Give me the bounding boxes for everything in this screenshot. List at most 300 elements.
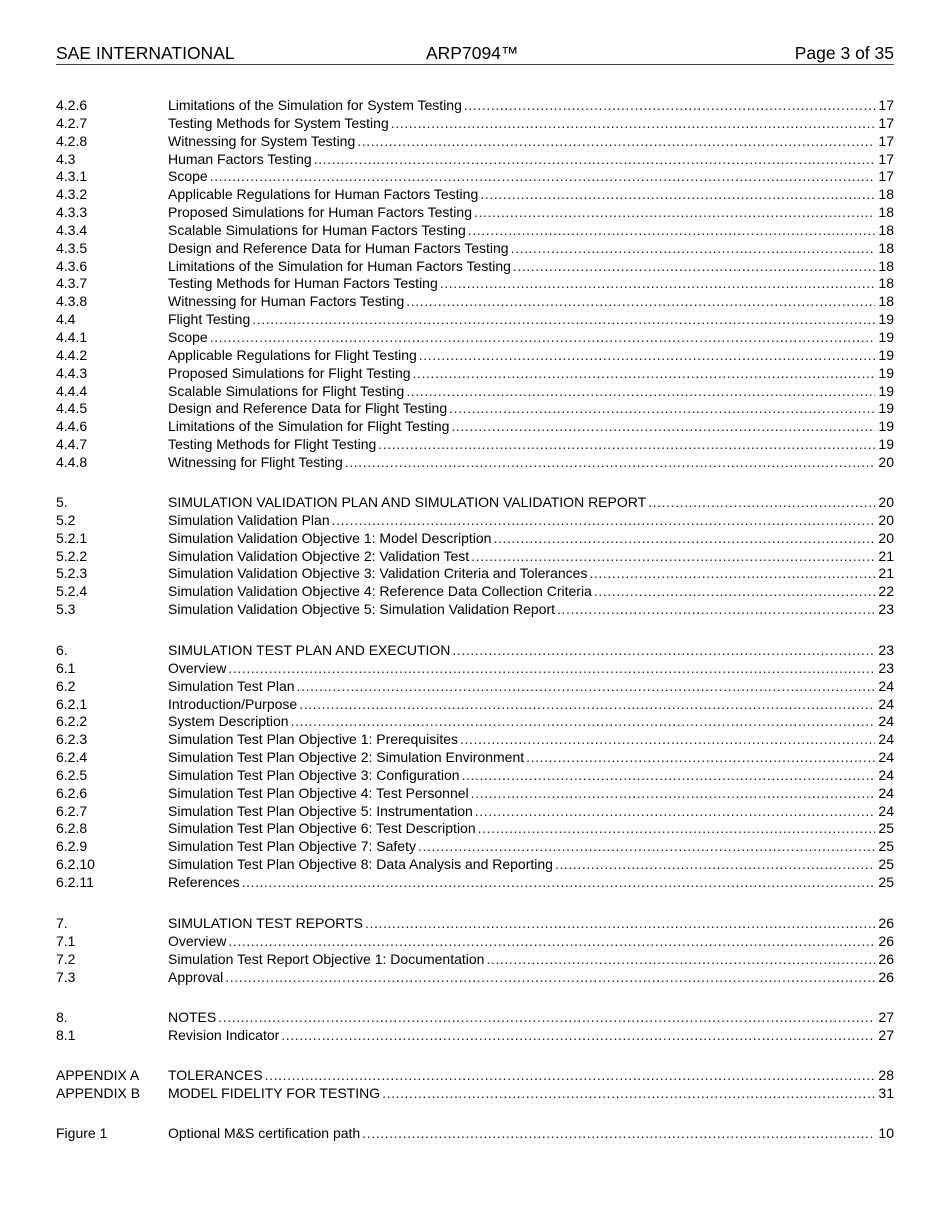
section-title[interactable]: Flight Testing: [168, 311, 251, 328]
section-number: 7.: [56, 915, 68, 931]
page-number: 22: [878, 583, 894, 600]
section-number: 4.3.1: [56, 168, 88, 185]
section-title[interactable]: Applicable Regulations for Human Factors Testing: [168, 186, 479, 203]
section-title[interactable]: Scope: [168, 328, 208, 345]
section-title[interactable]: Testing Methods for Human Factors Testing: [168, 275, 438, 292]
toc-entry[interactable]: [56, 874, 894, 892]
toc-entry[interactable]: [56, 418, 894, 436]
section-number: 4.4.6: [56, 418, 88, 435]
toc-entry-body: [168, 803, 894, 821]
section-number: 4.4.1: [56, 328, 88, 345]
toc-entry-body: [168, 915, 894, 933]
toc-entry-body: [168, 951, 894, 969]
section-number: 4.4.5: [56, 400, 88, 417]
toc-entry[interactable]: [56, 969, 894, 987]
page-number: 18: [878, 257, 894, 274]
section-number: 5.2.4: [56, 583, 88, 600]
section-number: 4.3.4: [56, 221, 88, 238]
toc-entry-body: [168, 820, 894, 838]
dot-leader: [468, 222, 876, 240]
page-number: 23: [878, 642, 894, 658]
toc-entry-body: [168, 168, 894, 186]
toc-entry[interactable]: [56, 454, 894, 472]
toc-entry-body: [168, 494, 894, 512]
section-title[interactable]: Proposed Simulations for Flight Testing: [168, 364, 411, 381]
section-title[interactable]: Simulation Test Plan Objective 2: Simulation Environment: [168, 749, 525, 766]
section-number: 6.2.2: [56, 713, 88, 730]
section-title[interactable]: Simulation Test Plan Objective 1: Prerequisites: [168, 731, 458, 748]
section-title[interactable]: Simulation Test Plan Objective 8: Data Analysis and Reporting: [168, 856, 553, 873]
page-number: 18: [878, 221, 894, 238]
section-title[interactable]: Simulation Test Plan Objective 3: Configuration: [168, 766, 460, 783]
toc-entry[interactable]: [56, 749, 894, 767]
toc-entry[interactable]: [56, 204, 894, 222]
toc-entry[interactable]: [56, 565, 894, 583]
dot-leader: [332, 512, 876, 530]
page-number: 26: [878, 932, 894, 949]
toc-entry-body: [168, 204, 894, 222]
section-number: 6.2: [56, 677, 76, 694]
section-number: 6.2.7: [56, 802, 88, 819]
dot-leader: [210, 168, 876, 186]
toc-entry-body: [168, 530, 894, 548]
toc-entry[interactable]: [56, 258, 894, 276]
toc-entry[interactable]: [56, 275, 894, 293]
toc-entry[interactable]: [56, 293, 894, 311]
section-number: 5.: [56, 494, 68, 510]
section-number: 7.1: [56, 932, 76, 949]
toc-entry[interactable]: [56, 151, 894, 169]
toc-entry[interactable]: [56, 820, 894, 838]
document-id: ARP7094™: [426, 43, 519, 63]
publisher-name: SAE INTERNATIONAL: [56, 43, 235, 63]
toc-entry[interactable]: [56, 494, 894, 512]
section-number: 4.4.7: [56, 436, 88, 453]
section-title[interactable]: SIMULATION TEST REPORTS: [168, 915, 364, 931]
page-number: 24: [878, 766, 894, 783]
toc-entry-body: [168, 785, 894, 803]
section-title[interactable]: SIMULATION TEST PLAN AND EXECUTION: [168, 642, 451, 658]
dot-leader: [382, 1085, 875, 1103]
toc-entry-body: [168, 713, 894, 731]
toc-entry-body: [168, 731, 894, 749]
section-number: 6.2.3: [56, 731, 88, 748]
section-number: 4.2.8: [56, 132, 88, 149]
section-number: 6.2.10: [56, 856, 95, 873]
dot-leader: [345, 454, 876, 472]
toc-entry-body: [168, 293, 894, 311]
page-number: 19: [878, 311, 894, 328]
dot-leader: [228, 660, 875, 678]
toc-entry-body: [168, 97, 894, 115]
toc-entry-body: [168, 642, 894, 660]
section-number: APPENDIX A: [56, 1067, 140, 1083]
toc-entry[interactable]: [56, 838, 894, 856]
page-number: 19: [878, 328, 894, 345]
page-number: 18: [878, 293, 894, 310]
page-number: 18: [878, 204, 894, 221]
page-number: 10: [878, 1125, 894, 1141]
section-number: 6.2.9: [56, 838, 88, 855]
toc-entry[interactable]: [56, 642, 894, 660]
section-title[interactable]: Witnessing for Human Factors Testing: [168, 293, 405, 310]
dot-leader: [555, 856, 875, 874]
toc-entry[interactable]: [56, 329, 894, 347]
page-number: 31: [878, 1084, 894, 1101]
toc-entry-body: [168, 151, 894, 169]
page-number: 27: [878, 1009, 894, 1025]
toc-entry[interactable]: [56, 365, 894, 383]
toc-entry-body: [168, 454, 894, 472]
toc-entry-body: [168, 1027, 894, 1045]
dot-leader: [365, 915, 875, 933]
toc-entry[interactable]: [56, 767, 894, 785]
page-number: 24: [878, 695, 894, 712]
section-title[interactable]: Scalable Simulations for Flight Testing: [168, 382, 405, 399]
toc-entry-body: [168, 258, 894, 276]
section-number: APPENDIX B: [56, 1084, 141, 1101]
toc-entry[interactable]: [56, 548, 894, 566]
section-title[interactable]: Simulation Validation Objective 2: Validation Test: [168, 547, 470, 564]
toc-entry[interactable]: [56, 601, 894, 619]
dot-leader: [378, 436, 875, 454]
section-number: 6.1: [56, 659, 76, 676]
page-indicator: Page 3 of 35: [794, 43, 894, 63]
section-number: 4.4.4: [56, 382, 88, 399]
section-title[interactable]: Simulation Test Plan Objective 6: Test Description: [168, 820, 476, 837]
dot-leader: [242, 874, 876, 892]
section-title[interactable]: Simulation Test Plan: [168, 677, 295, 694]
section-title[interactable]: Design and Reference Data for Human Factors Testing: [168, 239, 509, 256]
dot-leader: [452, 642, 875, 660]
page-number: 21: [878, 565, 894, 582]
dot-leader: [460, 731, 875, 749]
toc-entry-body: [168, 678, 894, 696]
toc-entry-body: [168, 583, 894, 601]
toc-entry-body: [168, 1067, 894, 1085]
toc-entry[interactable]: [56, 1125, 894, 1143]
toc-entry[interactable]: [56, 311, 894, 329]
toc-entry-body: [168, 115, 894, 133]
section-title[interactable]: Simulation Test Report Objective 1: Documentation: [168, 950, 485, 967]
section-number: 4.4.2: [56, 346, 88, 363]
section-number: 5.2: [56, 511, 76, 528]
section-number: 6.: [56, 642, 68, 658]
toc-entry[interactable]: [56, 512, 894, 530]
page-number: 26: [878, 950, 894, 967]
toc-entry-body: [168, 1125, 894, 1143]
toc-group: [56, 1009, 894, 1045]
section-number: 6.2.11: [56, 873, 94, 890]
section-number: 4.3.8: [56, 293, 88, 310]
toc-entry[interactable]: [56, 933, 894, 951]
section-number: 7.2: [56, 950, 76, 967]
page-number: 26: [878, 915, 894, 931]
page-number: 27: [878, 1026, 894, 1043]
toc-entry-body: [168, 1009, 894, 1027]
dot-leader: [265, 1067, 876, 1085]
dot-leader: [413, 365, 876, 383]
dot-leader: [594, 583, 876, 601]
toc-entry[interactable]: [56, 97, 894, 115]
page-number: 18: [878, 239, 894, 256]
toc-entry[interactable]: [56, 713, 894, 731]
section-number: 4.2.7: [56, 114, 88, 131]
toc-entry-body: [168, 400, 894, 418]
dot-leader: [314, 151, 876, 169]
section-title[interactable]: Simulation Test Plan Objective 5: Instrumentation: [168, 802, 473, 819]
toc-entry[interactable]: [56, 915, 894, 933]
toc-entry-body: [168, 133, 894, 151]
page-number: 24: [878, 677, 894, 694]
dot-leader: [418, 838, 875, 856]
toc-entry[interactable]: [56, 731, 894, 749]
section-title[interactable]: Simulation Validation Objective 4: Reference Data Collection Criteria: [168, 583, 592, 600]
toc-entry[interactable]: [56, 785, 894, 803]
page-number: 17: [878, 132, 894, 149]
page-number: 25: [878, 856, 894, 873]
toc-entry-body: [168, 275, 894, 293]
page-number: 17: [878, 150, 894, 167]
section-title[interactable]: MODEL FIDELITY FOR TESTING: [168, 1084, 381, 1101]
page-number: 20: [878, 453, 894, 470]
dot-leader: [362, 1125, 875, 1143]
toc-entry[interactable]: [56, 1085, 894, 1103]
toc-entry-body: [168, 856, 894, 874]
toc-entry-body: [168, 838, 894, 856]
toc-entry[interactable]: [56, 856, 894, 874]
section-title[interactable]: Optional M&S certification path: [168, 1125, 361, 1141]
section-title[interactable]: Applicable Regulations for Flight Testing: [168, 346, 417, 363]
toc-group: [56, 494, 894, 619]
dot-leader: [252, 311, 875, 329]
section-number: 4.4.8: [56, 453, 88, 470]
toc-entry-body: [168, 933, 894, 951]
section-number: 8.1: [56, 1026, 76, 1043]
section-title[interactable]: Revision Indicator: [168, 1026, 280, 1043]
dot-leader: [391, 115, 876, 133]
page-number: 24: [878, 713, 894, 730]
dot-leader: [449, 400, 875, 418]
dot-leader: [291, 713, 876, 731]
section-title[interactable]: Simulation Validation Objective 5: Simulation Validation Report: [168, 601, 556, 618]
toc-entry-body: [168, 969, 894, 987]
dot-leader: [406, 383, 875, 401]
page-number: 19: [878, 436, 894, 453]
page-number: 19: [878, 400, 894, 417]
dot-leader: [471, 548, 875, 566]
dot-leader: [228, 933, 875, 951]
dot-leader: [486, 951, 875, 969]
dot-leader: [210, 329, 876, 347]
toc-entry-body: [168, 240, 894, 258]
toc-entry[interactable]: [56, 951, 894, 969]
page-number: 18: [878, 275, 894, 292]
section-number: 8.: [56, 1009, 68, 1025]
page-number: 19: [878, 346, 894, 363]
toc-group: [56, 1125, 894, 1143]
toc-entry[interactable]: [56, 240, 894, 258]
page-number: 20: [878, 494, 894, 510]
toc-entry-body: [168, 874, 894, 892]
section-title[interactable]: References: [168, 873, 240, 890]
dot-leader: [475, 803, 876, 821]
toc-entry[interactable]: [56, 222, 894, 240]
page-header: [56, 42, 894, 65]
toc-entry-body: [168, 660, 894, 678]
dot-leader: [511, 240, 876, 258]
section-title[interactable]: Scope: [168, 168, 208, 185]
dot-leader: [281, 1027, 875, 1045]
dot-leader: [464, 97, 876, 115]
page-number: 23: [878, 659, 894, 676]
dot-leader: [471, 785, 876, 803]
section-number: 4.2.6: [56, 97, 88, 113]
section-title[interactable]: Design and Reference Data for Flight Testing: [168, 400, 448, 417]
section-number: 4.3.5: [56, 239, 88, 256]
section-number: 6.2.4: [56, 749, 88, 766]
page-number: 20: [878, 511, 894, 528]
toc-entry-body: [168, 601, 894, 619]
section-title[interactable]: Simulation Validation Plan: [168, 511, 330, 528]
dot-leader: [451, 418, 875, 436]
toc-entry-body: [168, 767, 894, 785]
toc-entry[interactable]: [56, 660, 894, 678]
section-title[interactable]: Limitations of the Simulation for System Testing: [168, 97, 462, 113]
page-number: 25: [878, 820, 894, 837]
section-title[interactable]: System Description: [168, 713, 289, 730]
dot-leader: [419, 347, 876, 365]
toc-entry-body: [168, 222, 894, 240]
toc-entry[interactable]: [56, 436, 894, 454]
section-title[interactable]: SIMULATION VALIDATION PLAN AND SIMULATION VALIDATION REPORT: [168, 494, 647, 510]
toc-entry-body: [168, 186, 894, 204]
section-title[interactable]: Approval: [168, 968, 224, 985]
section-title[interactable]: Simulation Validation Objective 3: Validation Criteria and Tolerances: [168, 565, 588, 582]
page-number: 17: [878, 168, 894, 185]
page-number: 21: [878, 547, 894, 564]
section-number: 4.3.7: [56, 275, 88, 292]
toc-entry-body: [168, 436, 894, 454]
section-title[interactable]: Simulation Test Plan Objective 7: Safety: [168, 838, 416, 855]
section-title[interactable]: Witnessing for Flight Testing: [168, 453, 343, 470]
page-number: 17: [878, 114, 894, 131]
section-number: 5.2.2: [56, 547, 88, 564]
toc-entry-body: [168, 548, 894, 566]
toc-entry-body: [168, 512, 894, 530]
section-title[interactable]: Testing Methods for System Testing: [168, 114, 389, 131]
page-number: 25: [878, 873, 894, 890]
page-number: 18: [878, 186, 894, 203]
dot-leader: [474, 204, 875, 222]
section-number: 5.2.1: [56, 529, 88, 546]
toc-entry[interactable]: [56, 678, 894, 696]
section-number: 6.2.6: [56, 784, 88, 801]
section-number: 4.4.3: [56, 364, 88, 381]
toc-entry[interactable]: [56, 133, 894, 151]
page-number: 20: [878, 529, 894, 546]
toc-entry-body: [168, 696, 894, 714]
dot-leader: [526, 749, 875, 767]
dot-leader: [648, 494, 875, 512]
toc-group: [56, 915, 894, 986]
page-number: 24: [878, 749, 894, 766]
section-number: 6.2.5: [56, 766, 88, 783]
section-title[interactable]: Overview: [168, 659, 227, 676]
section-title[interactable]: Testing Methods for Flight Testing: [168, 436, 377, 453]
dot-leader: [440, 275, 876, 293]
page-number: 24: [878, 784, 894, 801]
dot-leader: [589, 565, 875, 583]
dot-leader: [218, 1009, 875, 1027]
page-number: 28: [878, 1067, 894, 1083]
toc-entry[interactable]: [56, 115, 894, 133]
toc-entry[interactable]: [56, 1027, 894, 1045]
section-title[interactable]: TOLERANCES: [168, 1067, 263, 1083]
toc-entry-body: [168, 311, 894, 329]
toc-entry[interactable]: [56, 168, 894, 186]
toc-entry[interactable]: [56, 383, 894, 401]
section-title[interactable]: Simulation Test Plan Objective 4: Test Personnel: [168, 784, 469, 801]
section-title[interactable]: Introduction/Purpose: [168, 695, 298, 712]
dot-leader: [478, 820, 876, 838]
toc-entry[interactable]: [56, 803, 894, 821]
section-title[interactable]: NOTES: [168, 1009, 217, 1025]
toc-entry[interactable]: [56, 347, 894, 365]
section-title[interactable]: Simulation Validation Objective 1: Model Description: [168, 529, 492, 546]
dot-leader: [406, 293, 875, 311]
dot-leader: [513, 258, 876, 276]
section-title[interactable]: Overview: [168, 932, 227, 949]
toc-entry[interactable]: [56, 583, 894, 601]
section-title[interactable]: Proposed Simulations for Human Factors Testing: [168, 204, 472, 221]
section-title[interactable]: Human Factors Testing: [168, 150, 312, 167]
toc-entry[interactable]: [56, 1067, 894, 1085]
section-title[interactable]: Limitations of the Simulation for Human Factors Testing: [168, 257, 511, 274]
section-number: 6.2.1: [56, 695, 88, 712]
section-number: 4.4: [56, 311, 76, 328]
toc-entry-body: [168, 329, 894, 347]
page-number: 17: [878, 97, 894, 113]
section-number: 5.3: [56, 601, 76, 618]
page-number: 23: [878, 601, 894, 618]
section-number: 5.2.3: [56, 565, 88, 582]
toc-entry-body: [168, 1085, 894, 1103]
toc-entry-body: [168, 749, 894, 767]
toc-entry[interactable]: [56, 696, 894, 714]
toc-entry[interactable]: [56, 186, 894, 204]
page-number: 24: [878, 731, 894, 748]
toc-entry-body: [168, 418, 894, 436]
dot-leader: [299, 696, 875, 714]
section-number: 6.2.8: [56, 820, 88, 837]
dot-leader: [357, 133, 875, 151]
toc-entry-body: [168, 383, 894, 401]
section-number: 4.3: [56, 150, 76, 167]
toc-group: [56, 1067, 894, 1103]
toc-entry-body: [168, 365, 894, 383]
section-number: 7.3: [56, 968, 76, 985]
section-title[interactable]: Witnessing for System Testing: [168, 132, 356, 149]
page-number: 19: [878, 364, 894, 381]
toc-entry[interactable]: [56, 400, 894, 418]
section-title[interactable]: Limitations of the Simulation for Flight Testing: [168, 418, 450, 435]
toc-entry[interactable]: [56, 530, 894, 548]
dot-leader: [225, 969, 875, 987]
toc-group: [56, 642, 894, 892]
section-title[interactable]: Scalable Simulations for Human Factors Testing: [168, 221, 466, 238]
toc-entry[interactable]: [56, 1009, 894, 1027]
